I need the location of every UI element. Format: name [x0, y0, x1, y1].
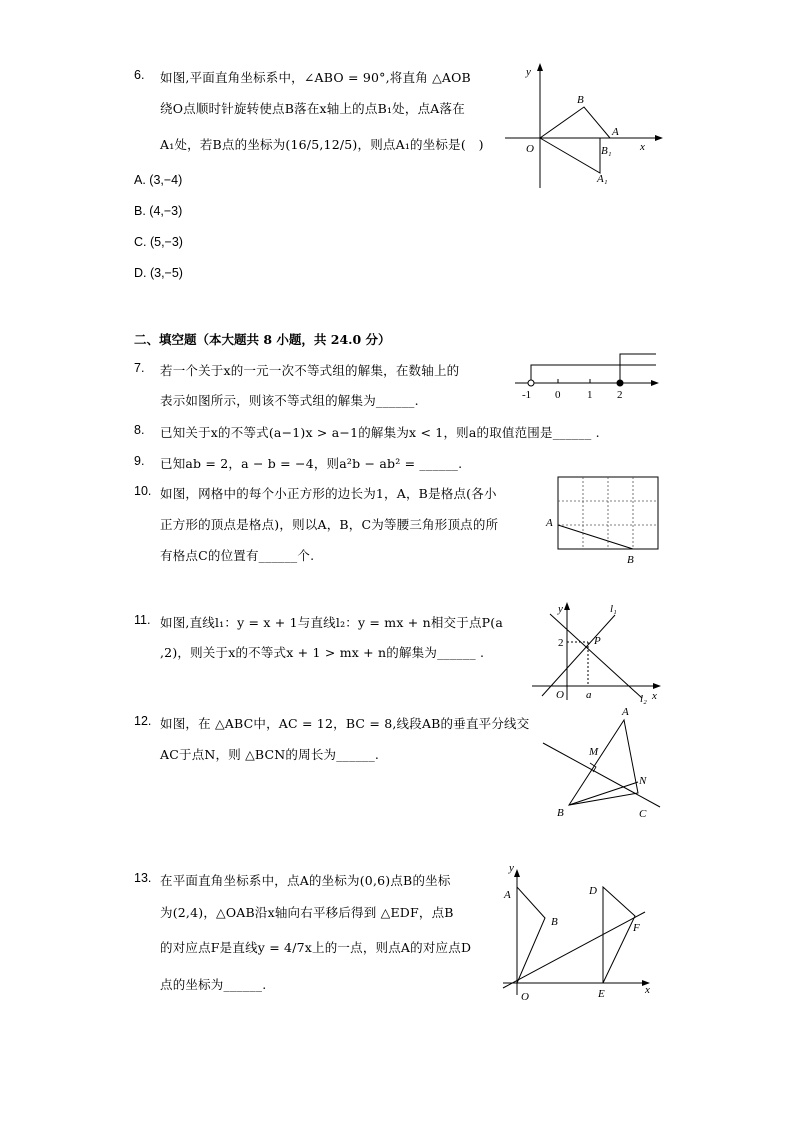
q12-number: 12.: [134, 714, 152, 728]
q11-fig-o: O: [556, 689, 564, 701]
q12-fig-b: B: [557, 807, 564, 819]
q10-line-3: 有格点C的位置有______个.: [160, 548, 315, 563]
q6-line-3: A₁处，若B点的坐标为(16/5,12/5)，则点A₁的坐标是( ): [160, 137, 484, 152]
q13-line-3: 的对应点F是直线y = 4/7x上的一点，则点A的对应点D: [160, 940, 472, 955]
q11-line-2: ,2)，则关于x的不等式x + 1 > mx + n的解集为______ .: [160, 645, 485, 660]
q6-option-b[interactable]: B. (4,−3): [134, 204, 183, 218]
q6-figure: [500, 60, 670, 195]
q8-line-1: 已知关于x的不等式(a−1)x > a−1的解集为x < 1，则a的取值范围是______ .: [160, 425, 600, 440]
q11-number: 11.: [134, 613, 151, 627]
q6-number: 6.: [134, 68, 145, 82]
q11-line-1: 如图,直线l₁：y = x + 1与直线l₂：y = mx + n相交于点P(a: [160, 615, 503, 630]
q7-tick-0: 0: [555, 389, 561, 401]
q13-fig-o: O: [521, 991, 529, 1003]
q11-fig-l1: l₁: [610, 603, 617, 615]
q11-fig-y: y: [558, 603, 563, 615]
q7-line-1: 若一个关于x的一元一次不等式组的解集，在数轴上的: [160, 363, 460, 378]
q6-fig-b: B: [577, 94, 584, 106]
q12-fig-a: A: [622, 706, 629, 718]
q13-figure: [495, 860, 660, 1005]
q6-line-1: 如图,平面直角坐标系中，∠ABO = 90°,将直角 △AOB: [160, 70, 471, 85]
q6-fig-x: x: [640, 141, 645, 153]
q10-line-1: 如图，网格中的每个小正方形的边长为1，A，B是格点(各小: [160, 486, 497, 501]
q6-option-c[interactable]: C. (5,−3): [134, 235, 183, 249]
q10-grid-figure: [540, 472, 665, 572]
q13-fig-y: y: [509, 862, 514, 874]
q12-line-1: 如图，在 △ABC中，AC = 12，BC = 8,线段AB的垂直平分线交: [160, 716, 530, 731]
q6-fig-a1: A₁: [597, 173, 608, 185]
q13-line-4: 点的坐标为______.: [160, 977, 267, 992]
q11-figure: [530, 600, 665, 705]
q13-fig-d: D: [589, 885, 597, 897]
q13-fig-f: F: [633, 922, 640, 934]
q6-fig-a: A: [612, 126, 619, 138]
q12-figure: [535, 700, 665, 825]
q9-number: 9.: [134, 454, 145, 468]
q6-fig-y: y: [526, 66, 531, 78]
q6-fig-o: O: [526, 143, 534, 155]
q11-fig-a: a: [586, 689, 592, 701]
q10-number: 10.: [134, 484, 152, 498]
q11-fig-p: P: [594, 635, 601, 647]
q7-tick-1: 1: [587, 389, 593, 401]
q6-option-a[interactable]: A. (3,−4): [134, 173, 183, 187]
q11-fig-2: 2: [558, 637, 564, 649]
q12-fig-m: M: [589, 746, 599, 758]
q7-tick-2: 2: [617, 389, 623, 401]
q13-line-2: 为(2,4)，△OAB沿x轴向右平移后得到 △EDF，点B: [160, 905, 454, 920]
q6-line-2: 绕O点顺时针旋转使点B落在x轴上的点B₁处，点A落在: [160, 101, 465, 116]
q12-fig-c: C: [639, 808, 647, 820]
q13-fig-b: B: [551, 916, 558, 928]
q7-number: 7.: [134, 361, 145, 375]
q11-fig-l2: l₂: [640, 693, 647, 705]
q10-fig-a: A: [546, 517, 553, 529]
q12-line-2: AC于点N，则 △BCN的周长为______.: [160, 747, 380, 762]
section-2-title: 二、填空题（本大题共 8 小题，共 24.0 分）: [134, 332, 391, 347]
q7-tick-neg1: -1: [522, 389, 532, 401]
q13-fig-e: E: [598, 988, 605, 1000]
q6-option-d[interactable]: D. (3,−5): [134, 266, 183, 280]
q9-line-1: 已知ab = 2，a − b = −4，则a²b − ab² = ______.: [160, 456, 463, 471]
q12-fig-n: N: [639, 775, 647, 787]
q10-fig-b: B: [627, 554, 634, 566]
q11-fig-x: x: [652, 690, 657, 702]
q13-number: 13.: [134, 871, 152, 885]
q13-fig-a: A: [504, 889, 511, 901]
q7-number-line: [510, 350, 660, 405]
q13-line-1: 在平面直角坐标系中，点A的坐标为(0,6)点B的坐标: [160, 873, 451, 888]
q13-fig-x: x: [645, 984, 650, 996]
q6-fig-b1: B₁: [601, 145, 612, 157]
q10-line-2: 正方形的顶点是格点)，则以A，B，C为等腰三角形顶点的所: [160, 517, 499, 532]
q7-line-2: 表示如图所示，则该不等式组的解集为______.: [160, 393, 419, 408]
q8-number: 8.: [134, 423, 145, 437]
